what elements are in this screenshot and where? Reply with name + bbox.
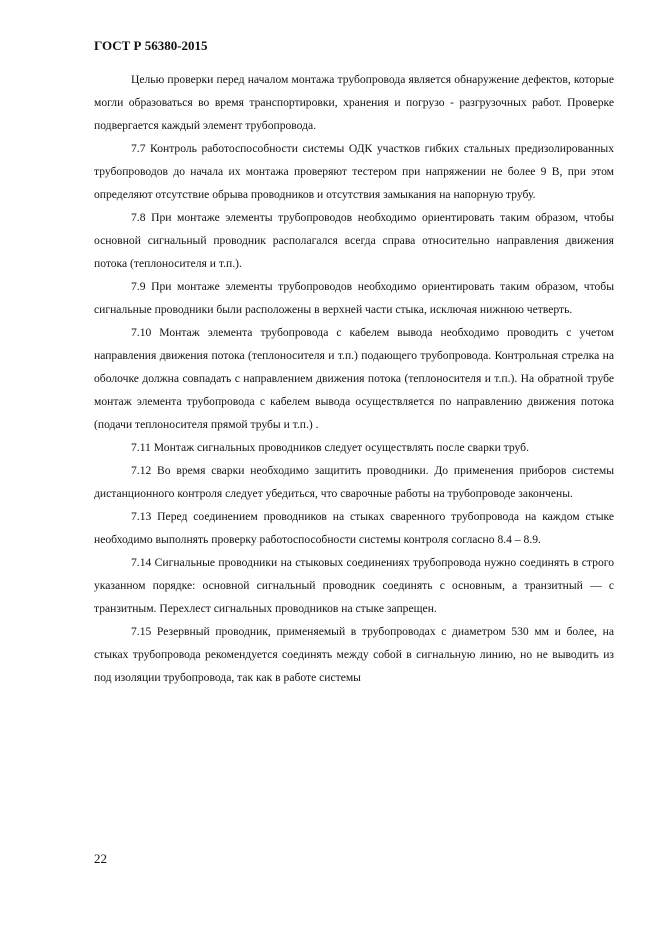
- paragraph-7-13: 7.13 Перед соединением проводников на стыках сваренного трубопровода на каждом стыке необходимо выполнять проверку работоспособности системы контроля согласно 8.4 – 8.9.: [94, 510, 614, 546]
- page-number: 22: [94, 851, 107, 866]
- document-body: [94, 68, 614, 689]
- paragraph-7-8: 7.8 При монтаже элементы трубопроводов необходимо ориентировать таким образом, чтобы основной сигнальный проводник располагался всегда справа относительно направления движения потока (теплоносителя и т.п.).: [94, 211, 614, 270]
- paragraph-7-10: 7.10 Монтаж элемента трубопровода с кабелем вывода необходимо проводить с учетом направления движения потока (теплоносителя и т.п.) подающего трубопровода. Контрольная стрелка на оболочке должна совпадать с направлением движения потока (теплоносителя и т.п.). На обратной трубе монтаж элемента трубопровода с кабелем вывода осуществляется по направлению движения потока (подачи теплоносителя прямой трубы и т.п.) .: [94, 326, 614, 431]
- paragraph-7-15: 7.15 Резервный проводник, применяемый в трубопроводах с диаметром 530 мм и более, на стыках трубопровода рекомендуется соединять между собой в сигнальную линию, но не выводить из под изоляции трубопровода, так как в работе системы: [94, 625, 614, 684]
- paragraph-7-11: 7.11 Монтаж сигнальных проводников следует осуществлять после сварки труб.: [131, 441, 529, 454]
- document-header: ГОСТ Р 56380-2015: [94, 38, 208, 53]
- paragraph-intro: Целью проверки перед началом монтажа трубопровода является обнаружение дефектов, которые могли образоваться во время транспортировки, хранения и погрузо - разгрузочных работ. Проверке подвергается каждый элемент трубопровода.: [94, 73, 614, 132]
- paragraph-7-14: 7.14 Сигнальные проводники на стыковых соединениях трубопровода нужно соединять в строго указанном порядке: основной сигнальный проводник соединять с основным, а транзитный — с транзитным. Перехлест сигнальных проводников на стыке запрещен.: [94, 556, 614, 615]
- paragraph-7-9: 7.9 При монтаже элементы трубопроводов необходимо ориентировать таким образом, чтобы сигнальные проводники были расположены в верхней части стыка, исключая нижнюю четверть.: [94, 280, 614, 316]
- paragraph-7-12: 7.12 Во время сварки необходимо защитить проводники. До применения приборов системы дистанционного контроля следует убедиться, что сварочные работы на трубопроводе закончены.: [94, 464, 614, 500]
- paragraph-7-7: 7.7 Контроль работоспособности системы ОДК участков гибких стальных предизолированных трубопроводов до начала их монтажа проверяют тестером при напряжении не более 9 В, при этом определяют отсутствие обрыва проводников и отсутствия замыкания на напорную трубу.: [94, 142, 614, 201]
